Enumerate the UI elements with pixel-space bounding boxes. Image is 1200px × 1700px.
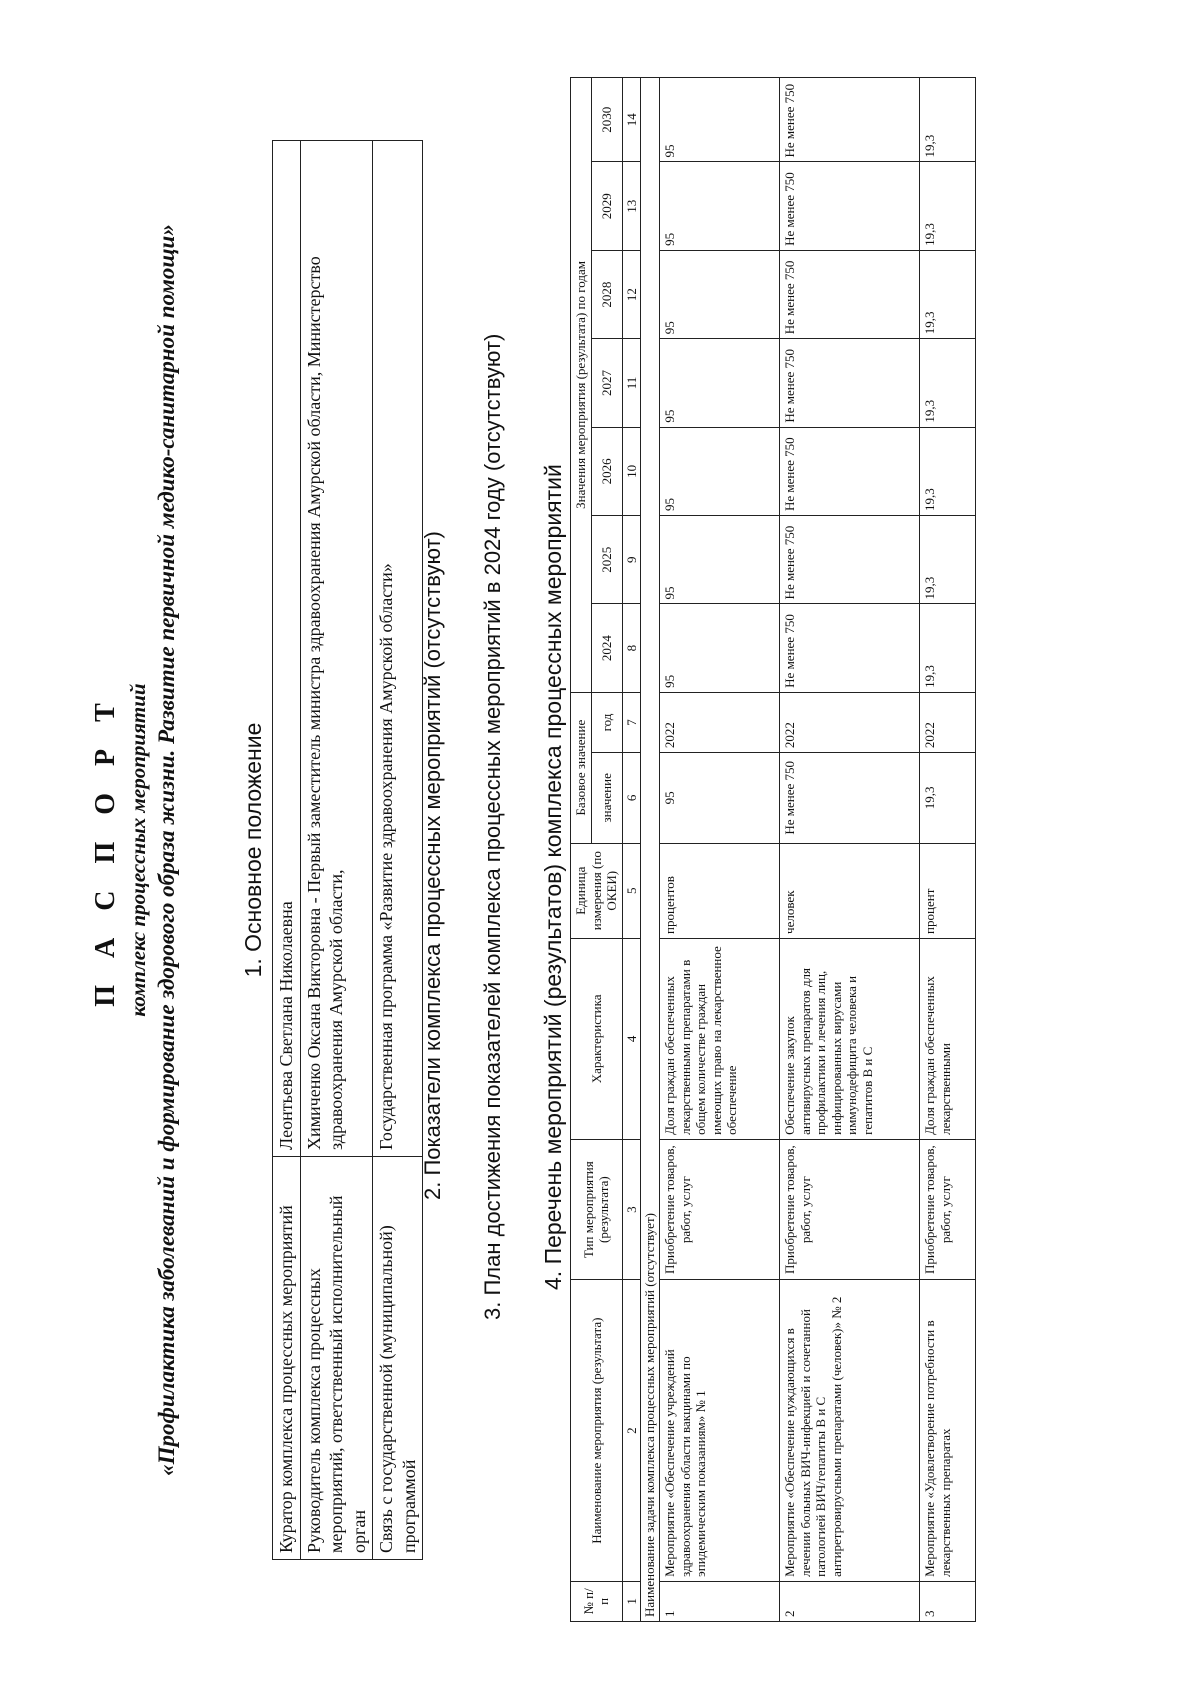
info-value: Государственная программа «Развитие здравоохранения Амурской области»	[373, 141, 423, 1157]
column-number: 3	[622, 1139, 641, 1280]
row-num: 1	[659, 1581, 779, 1621]
col-header-name: Наименование мероприятия (результата)	[571, 1280, 623, 1581]
row-name: Мероприятие «Обеспечение нуждающихся в лечении больных ВИЧ-инфекцией и сочетанной патологией ВИЧ/гепатиты В и С антиретровирусными препаратами (человек)» № 2	[779, 1280, 919, 1581]
row-unit: процентов	[659, 843, 779, 938]
row-type: Приобретение товаров, работ, услуг	[779, 1139, 919, 1280]
info-row	[273, 141, 301, 1560]
row-num: 3	[919, 1581, 975, 1621]
row-unit: человек	[779, 843, 919, 938]
section-4-title: 4. Перечень мероприятий (результатов) комплекса процессных мероприятий	[540, 464, 566, 1290]
row-year-value: 19,3	[919, 427, 975, 515]
table-header-row	[571, 78, 592, 1622]
info-label: Руководитель комплекса процессных мероприятий, ответственный исполнительный орган	[300, 1157, 373, 1560]
row-year-value: 95	[659, 427, 779, 515]
table-row	[919, 78, 975, 1622]
column-number: 1	[622, 1581, 641, 1621]
section-3-title: 3. План достижения показателей комплекса процессных мероприятий в 2024 году (отсутствуют)	[480, 333, 505, 1320]
col-header-base-year: год	[591, 692, 622, 752]
row-name: Мероприятие «Удовлетворение потребности в лекарственных препаратах	[919, 1280, 975, 1581]
info-value: Леонтьева Светлана Николаевна	[273, 141, 301, 1157]
row-year-value: 19,3	[919, 78, 975, 162]
row-year-value: Не менее 750	[779, 339, 919, 427]
row-unit: процент	[919, 843, 975, 938]
column-number: 5	[622, 843, 641, 938]
row-characteristic: Доля граждан обеспеченных лекарственными препаратами в общем количестве граждан имеющих право на лекарственное обеспечение	[659, 938, 779, 1139]
row-type: Приобретение товаров, работ, услуг	[659, 1139, 779, 1280]
row-year-value: 19,3	[919, 162, 975, 250]
task-name: Наименование задачи комплекса процессных мероприятий (отсутствует)	[641, 78, 660, 1622]
measures-table	[570, 77, 976, 1622]
col-header-year: 2028	[591, 250, 622, 338]
column-number: 14	[622, 78, 641, 162]
column-number: 10	[622, 427, 641, 515]
program-name: «Профилактика заболеваний и формирование здорового образа жизни. Развитие первичной медико-санитарной помощи»	[154, 224, 179, 1476]
col-header-characteristic: Характеристика	[571, 938, 623, 1139]
col-header-year: 2030	[591, 78, 622, 162]
row-num: 2	[779, 1581, 919, 1621]
row-year-value: 19,3	[919, 604, 975, 692]
row-year-value: 95	[659, 78, 779, 162]
col-header-num: № п/п	[571, 1581, 623, 1621]
row-year-value: Не менее 750	[779, 250, 919, 338]
column-number: 6	[622, 753, 641, 843]
section-2-title: 2. Показатели комплекса процессных мероприятий (отсутствуют)	[420, 531, 445, 1200]
row-year-value: 19,3	[919, 516, 975, 604]
col-header-years-group: Значения мероприятия (результата) по годам	[571, 78, 592, 693]
column-number: 11	[622, 339, 641, 427]
column-number: 7	[622, 692, 641, 752]
document-header	[90, 50, 182, 1650]
info-value: Химиченко Оксана Викторовна - Первый заместитель министра здравоохранения Амурской области, Министерство здравоохранения Амурской области,	[300, 141, 373, 1157]
column-number: 13	[622, 162, 641, 250]
row-base-year: 2022	[659, 692, 779, 752]
row-year-value: Не менее 750	[779, 516, 919, 604]
row-year-value: Не менее 750	[779, 604, 919, 692]
column-number: 8	[622, 604, 641, 692]
column-number: 12	[622, 250, 641, 338]
info-label: Куратор комплекса процессных мероприятий	[273, 1157, 301, 1560]
table-row	[659, 78, 779, 1622]
col-header-base-value: значение	[591, 753, 622, 843]
row-base-year: 2022	[779, 692, 919, 752]
row-year-value: Не менее 750	[779, 78, 919, 162]
col-header-year: 2027	[591, 339, 622, 427]
rotated-document-page	[40, 50, 1160, 1650]
row-year-value: 19,3	[919, 250, 975, 338]
column-number: 4	[622, 938, 641, 1139]
row-year-value: Не менее 750	[779, 162, 919, 250]
row-base-value: Не менее 750	[779, 753, 919, 843]
task-row	[641, 78, 660, 1622]
document-title: П А С П О Р Т	[90, 693, 121, 1007]
section-1-title: 1. Основное положение	[240, 722, 266, 978]
row-base-year: 2022	[919, 692, 975, 752]
row-year-value: 95	[659, 604, 779, 692]
row-base-value: 19,3	[919, 753, 975, 843]
basic-info-table	[272, 140, 423, 1560]
row-name: Мероприятие «Обеспечение учреждений здравоохранения области вакцинами по эпидемическим показаниям» № 1	[659, 1280, 779, 1581]
row-year-value: 19,3	[919, 339, 975, 427]
row-characteristic: Доля граждан обеспеченных лекарственными	[919, 938, 975, 1139]
row-year-value: 95	[659, 516, 779, 604]
col-header-year: 2024	[591, 604, 622, 692]
row-year-value: Не менее 750	[779, 427, 919, 515]
col-header-year: 2025	[591, 516, 622, 604]
column-number-row	[622, 78, 641, 1622]
info-label: Связь с государственной (муниципальной) программой	[373, 1157, 423, 1560]
col-header-unit: Единица измерения (по ОКЕИ)	[571, 843, 623, 938]
info-row	[300, 141, 373, 1560]
col-header-type: Тип мероприятия (результата)	[571, 1139, 623, 1280]
row-year-value: 95	[659, 162, 779, 250]
col-header-year: 2029	[591, 162, 622, 250]
column-number: 2	[622, 1280, 641, 1581]
document-subtitle: комплекс процессных мероприятий	[126, 683, 150, 1017]
col-header-base: Базовое значение	[571, 692, 592, 843]
row-base-value: 95	[659, 753, 779, 843]
row-type: Приобретение товаров, работ, услуг	[919, 1139, 975, 1280]
row-characteristic: Обеспечение закупок антивирусных препаратов для профилактики и лечения лиц, инфицированных вирусами иммунодефицита человека и гепатитов В и С	[779, 938, 919, 1139]
table-row	[779, 78, 919, 1622]
info-row	[373, 141, 423, 1560]
row-year-value: 95	[659, 250, 779, 338]
column-number: 9	[622, 516, 641, 604]
row-year-value: 95	[659, 339, 779, 427]
col-header-year: 2026	[591, 427, 622, 515]
